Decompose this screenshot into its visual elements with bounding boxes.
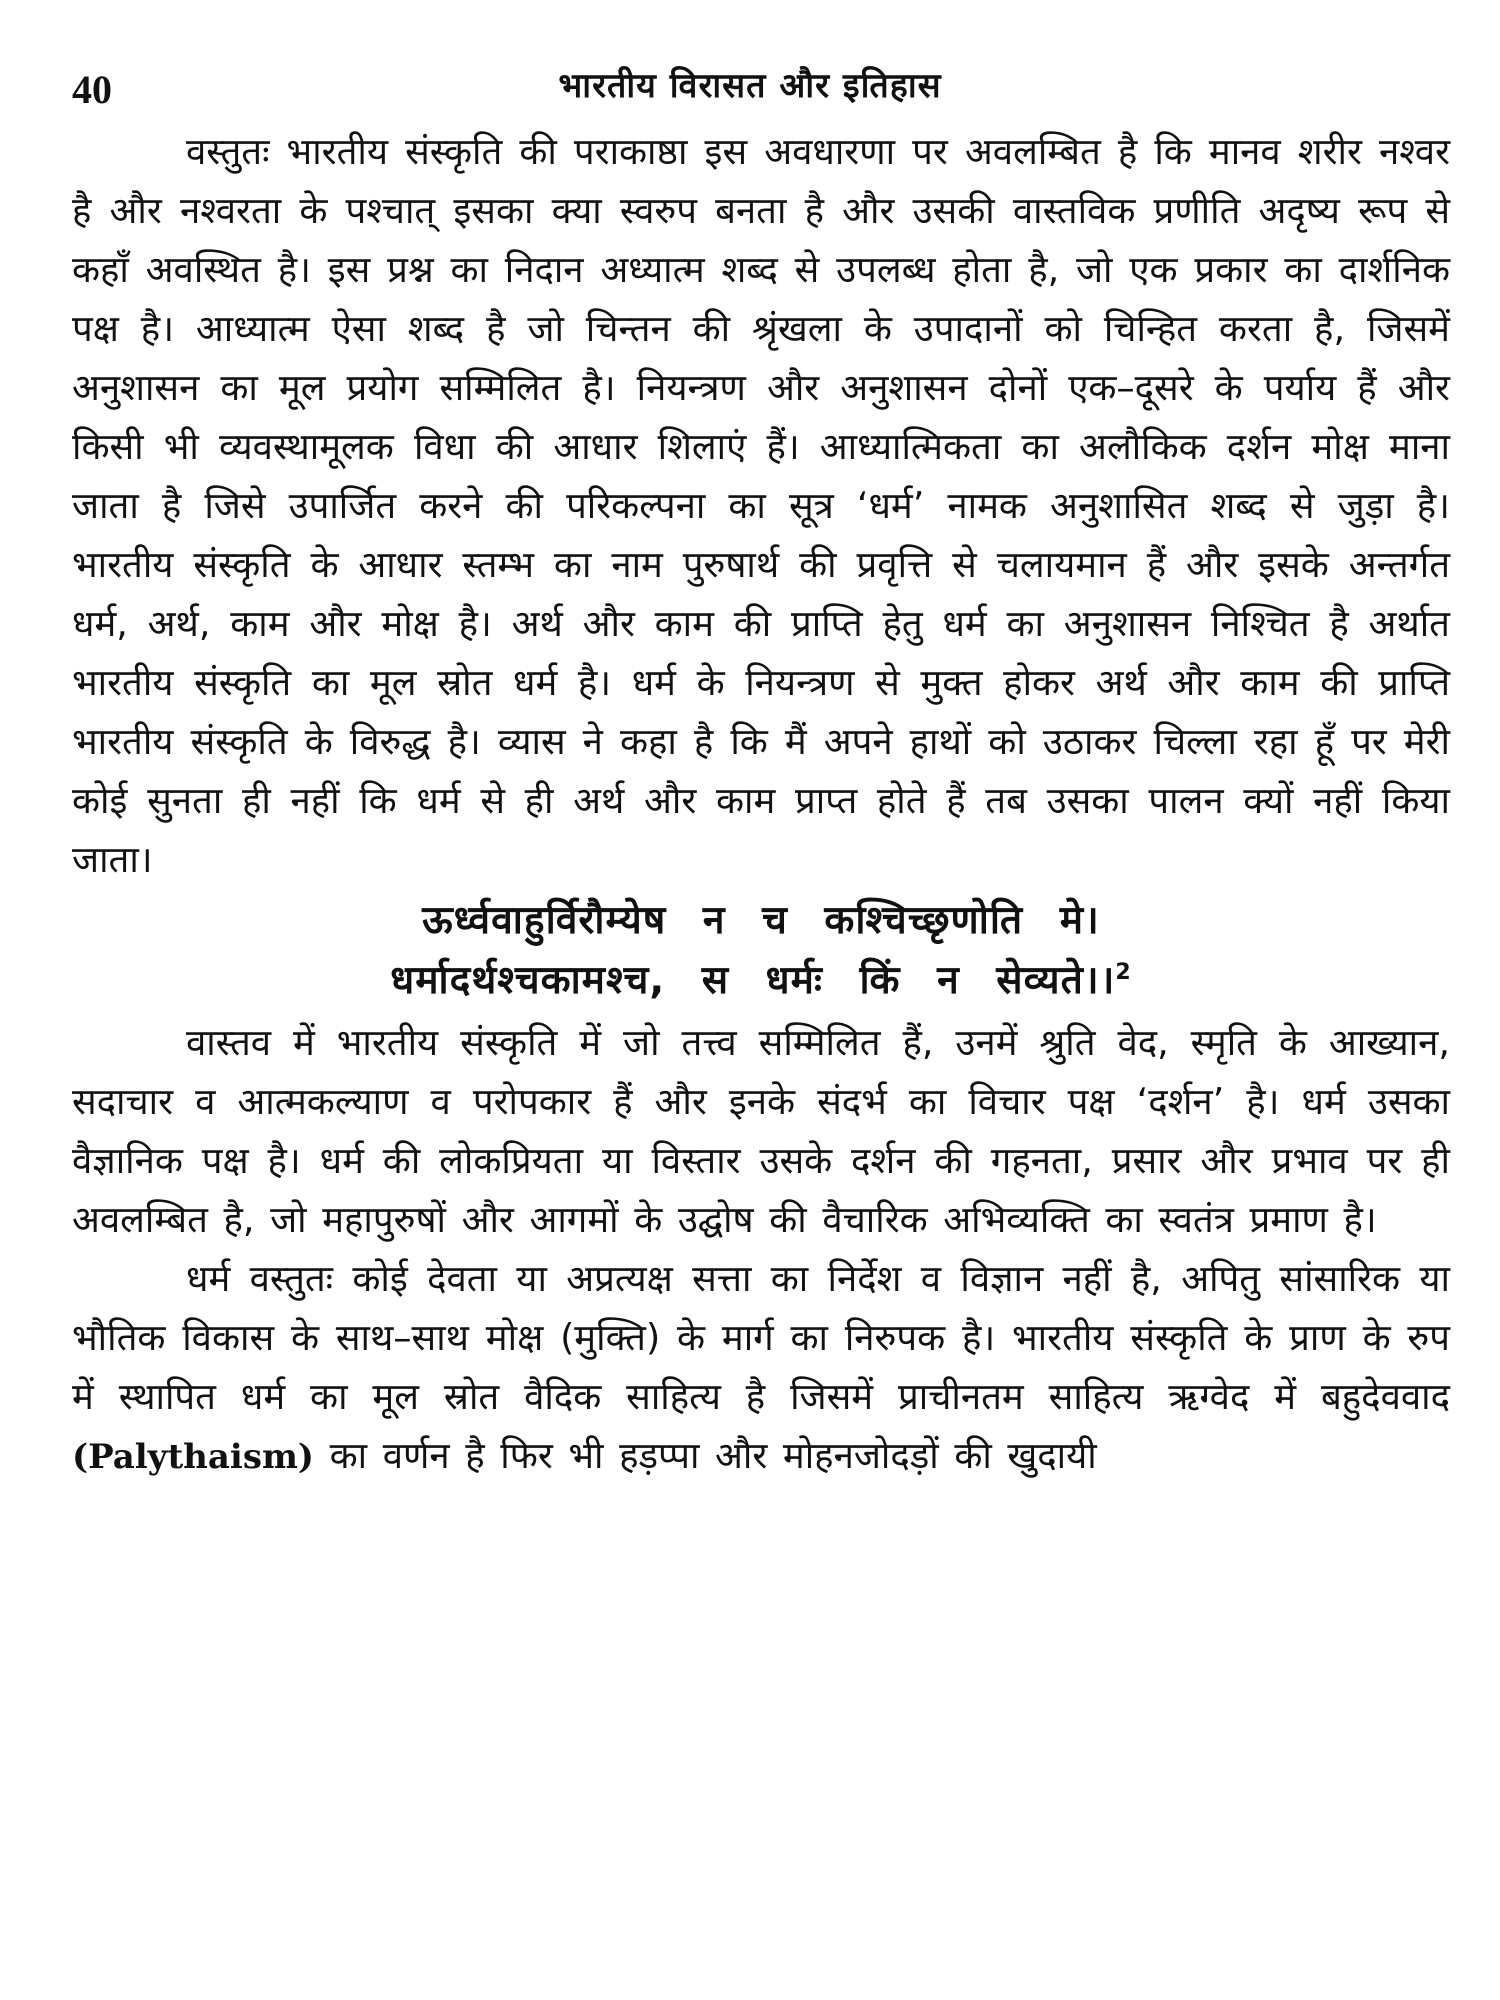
paragraph-3-text-b: का वर्णन है फिर भी हड़प्पा और मोहनजोदड़ों की खुदायी [329,1434,1097,1477]
paragraph-1: वस्तुतः भारतीय संस्कृति की पराकाष्ठा इस अवधारणा पर अवलम्बित है कि मानव शरीर नश्वर है और नश्वरता के पश्चात् इसका क्या स्वरुप बनता है और उसकी वास्तविक प्रणीति अदृष्य रूप से कहाँ अवस्थित है। इस प्रश्न का निदान अध्यात्म शब्द से उपलब्ध होता है, जो एक प्रकार का दार्शनिक पक्ष है। आध्यात्म ऐसा शब्द है जो चिन्तन की श्रृंखला के उपादानों को चिन्हित करता है, जिसमें अनुशासन का मूल प्रयोग सम्मिलित है। नियन्त्रण और अनुशासन दोनों एक–दूसरे के पर्याय हैं और किसी भी व्यवस्थामूलक विधा की आधार शिलाएं हैं। आध्यात्मिकता का अलौकिक दर्शन मोक्ष माना जाता है जिसे उपार्जित करने की परिकल्पना का सूत्र ‘धर्म’ नामक अनुशासित शब्द से जुड़ा है। भारतीय संस्कृति के आधार स्तम्भ का नाम पुरुषार्थ की प्रवृत्ति से चलायमान हैं और इसके अन्तर्गत धर्म, अर्थ, काम और मोक्ष है। अर्थ और काम की प्राप्ति हेतु धर्म का अनुशासन निश्चित है अर्थात भारतीय संस्कृति का मूल स्रोत धर्म है। धर्म के नियन्त्रण से मुक्त होकर अर्थ और काम की प्राप्ति भारतीय संस्कृति के विरुद्ध है। व्यास ने कहा है कि मैं अपने हाथों को उठाकर चिल्ला रहा हूँ पर मेरी कोई सुनता ही नहीं कि धर्म से ही अर्थ और काम प्राप्त होते हैं तब उसका पालन क्यों नहीं किया जाता। [72,130,1451,881]
page-body [72,122,1450,1487]
paragraph-2: वास्तव में भारतीय संस्कृति में जो तत्त्व सम्मिलित हैं, उनमें श्रुति वेद, स्मृति के आख्यान, सदाचार व आत्मकल्याण व परोपकार हैं और इनके संदर्भ का विचार पक्ष ‘दर्शन’ है। धर्म उसका वैज्ञानिक पक्ष है। धर्म की लोकप्रियता या विस्तार उसके दर्शन की गहनता, प्रसार और प्रभाव पर ही अवलम्बित है, जो महापुरुषों और आगमों के उद्घोष की वैचारिक अभिव्यक्ति का स्वतंत्र प्रमाण है। [72,1021,1450,1241]
sanskrit-verse [72,891,1450,1011]
footnote-marker: 2 [1115,960,1132,985]
paragraph-3-text-a: धर्म वस्तुतः कोई देवता या अप्रत्यक्ष सत्ता का निर्देश व विज्ञान नहीं है, अपितु सांसारिक या भौतिक विकास के साथ–साथ मोक्ष (मुक्ति) के मार्ग का निरुपक है। भारतीय संस्कृति के प्राण के रुप में स्थापित धर्म का मूल स्रोत वैदिक साहित्य है जिसमें प्राचीनतम साहित्य ऋग्वेद में बहुदेववाद [72,1257,1450,1418]
verse-line-2-text: धर्मादर्थश्चकामश्च, स धर्मः किं न सेव्यते।। [390,958,1116,1003]
page-number: 40 [72,67,112,112]
latin-term: (Palythaism) [72,1437,315,1477]
paragraph-3 [72,1249,1450,1487]
running-header-title: भारतीय विरासत और इतिहास [558,66,942,106]
verse-line-1: ऊर्ध्ववाहुर्विरौम्येष न च कश्चिच्छृणोति मे। [422,898,1100,943]
verse-line-2 [72,951,1450,1011]
